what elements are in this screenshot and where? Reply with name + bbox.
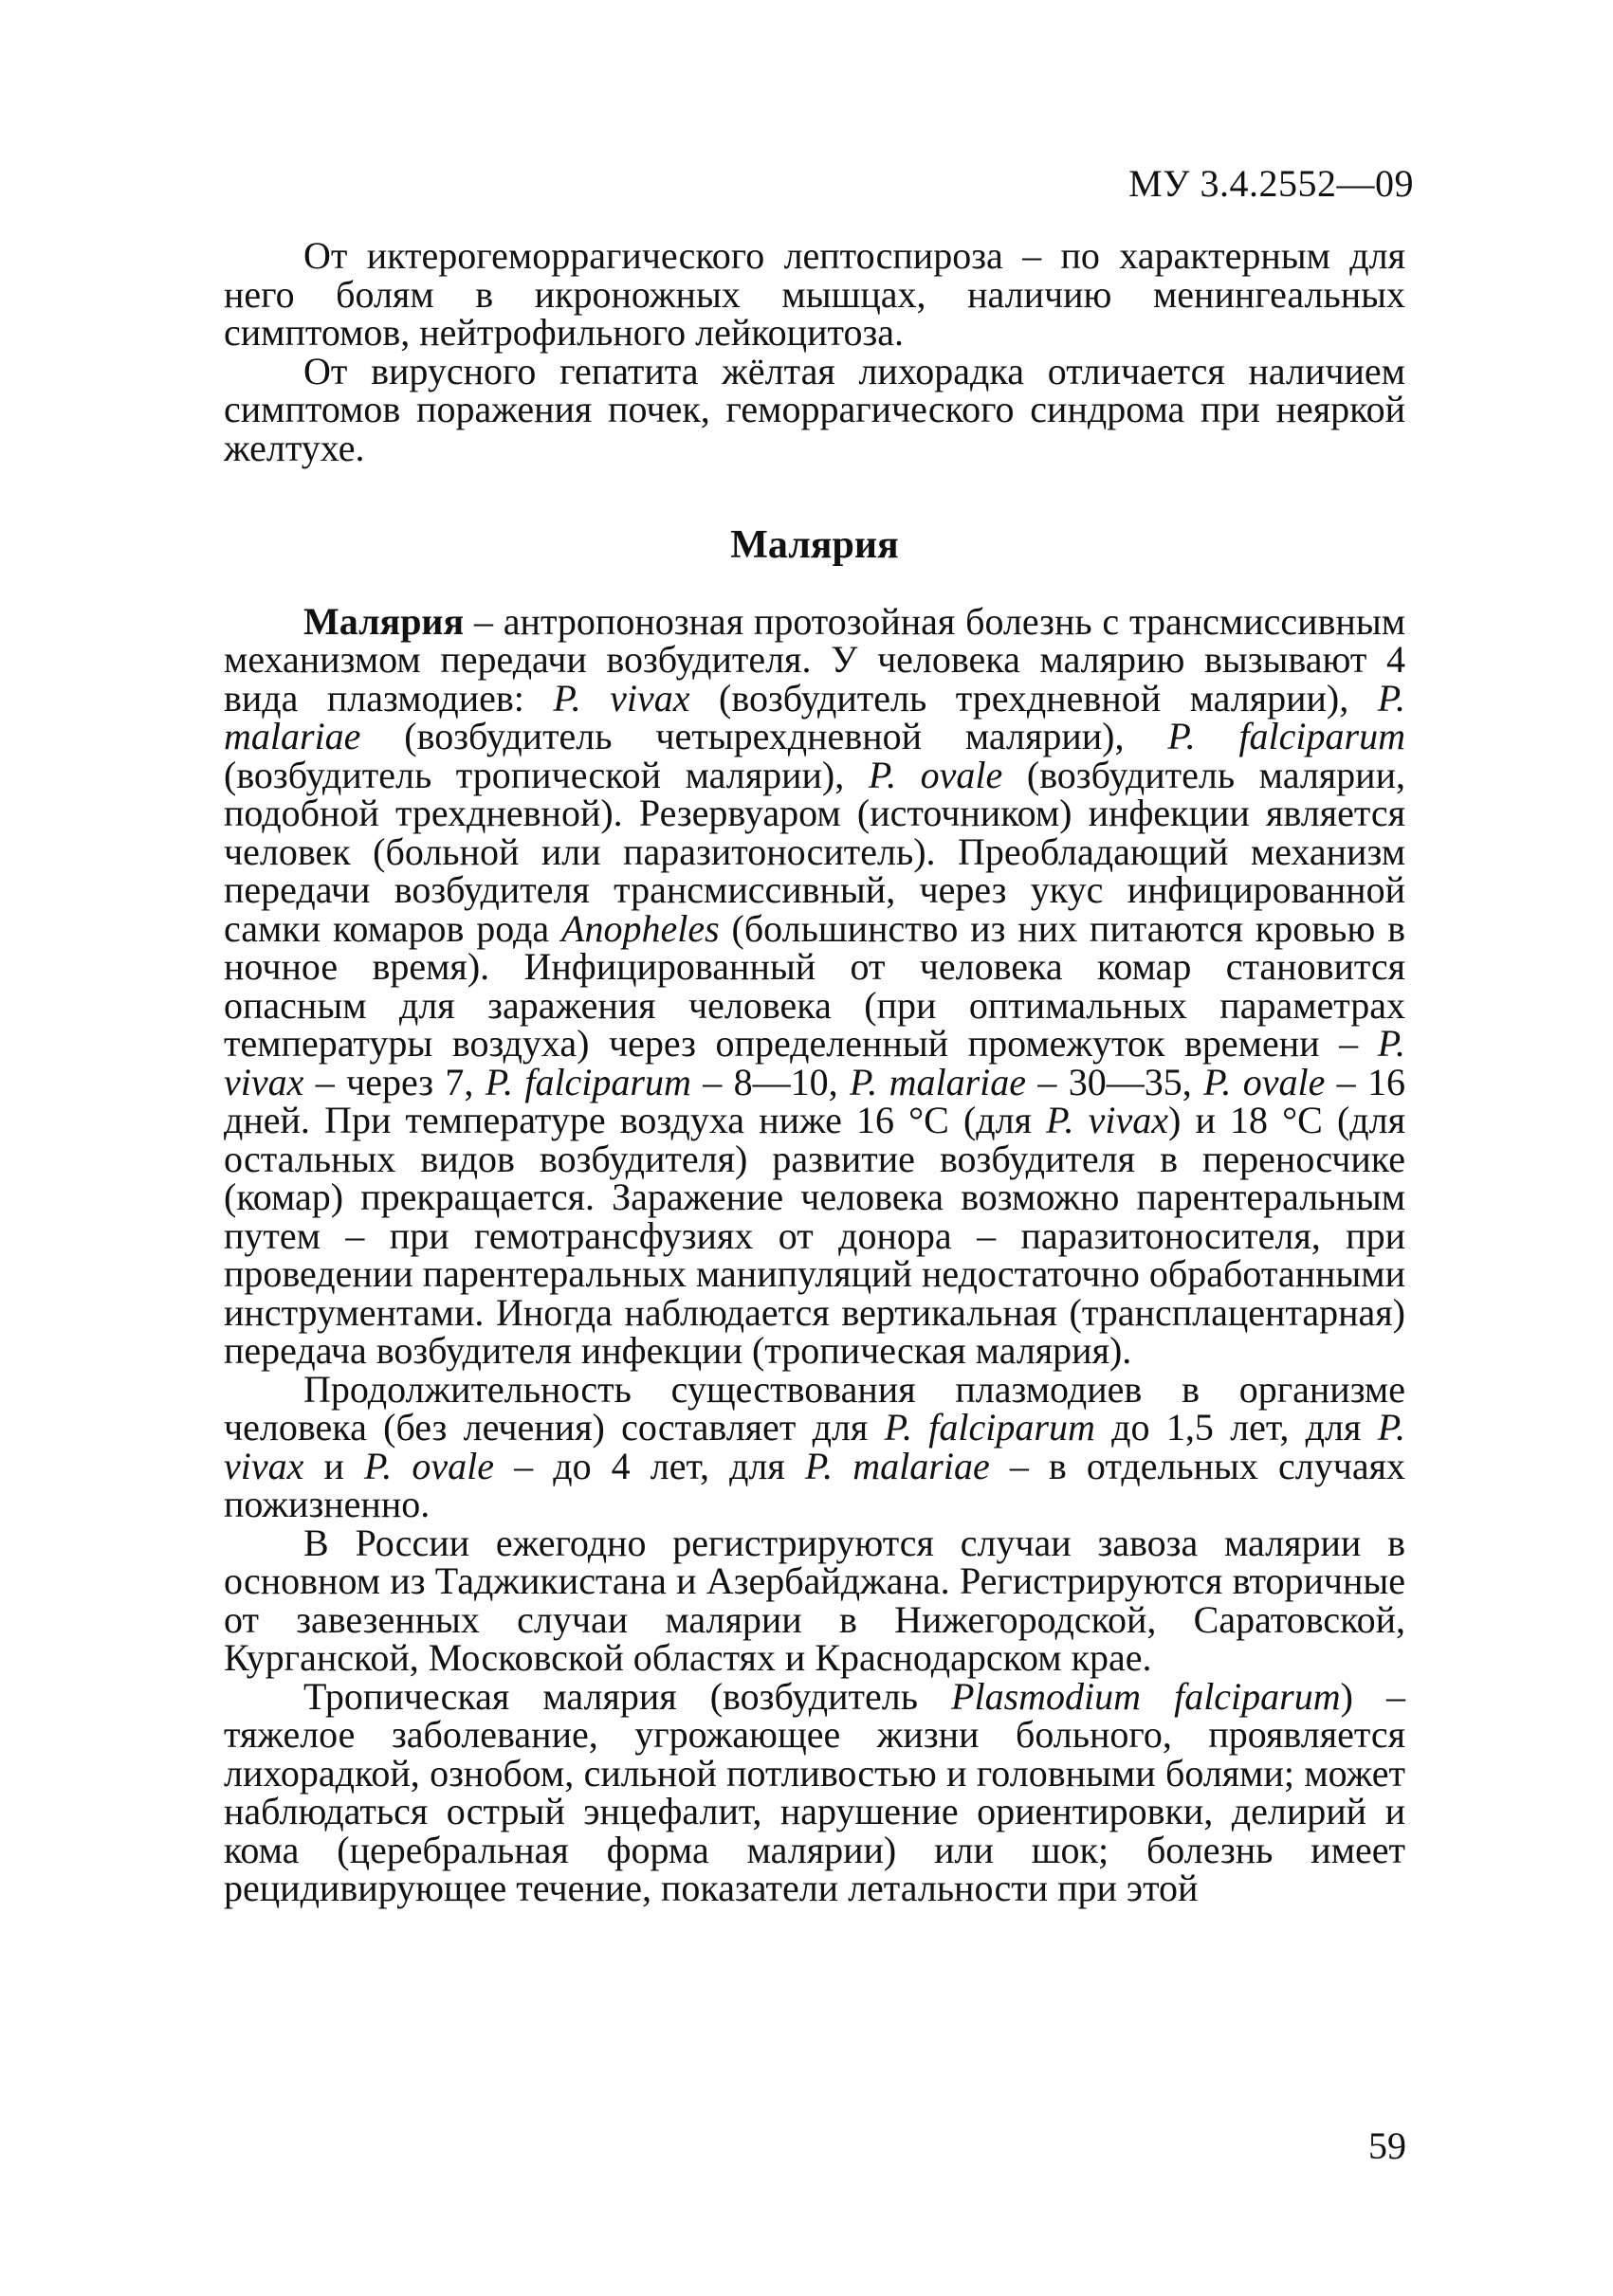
- text-run: – в отдельных случаях пожизненно.: [224, 1444, 1406, 1525]
- paragraph: От вирусного гепатита жёлтая лихорадка отличается наличием симптомов поражения почек, геморрагического синдрома при неяркой желтухе.: [224, 349, 1405, 469]
- text-run: (возбудитель трехдневной малярии),: [689, 676, 1378, 720]
- page-header: МУ 3.4.2552—09: [1128, 162, 1414, 205]
- species-name: P. malariae: [224, 676, 1406, 757]
- species-name: P. falciparum: [1167, 715, 1405, 757]
- species-name: P. vivax: [224, 1022, 1405, 1103]
- species-name: Plasmodium falciparum: [951, 1674, 1341, 1718]
- paragraph: В России ежегодно регистрируются случаи завоза малярии в основном из Таджикистана и Азербайджана. Регистрируются вторичные от завезенных случаи малярии в Нижегородской, Саратовской, Курганской, Московской областях и Краснодарском крае.: [224, 1521, 1405, 1679]
- text-run: до 1,5 лет, для: [1094, 1406, 1378, 1449]
- species-name: P. malariae: [849, 1060, 1027, 1103]
- text-run: (большинство из них питаются кровью в ночное время). Инфицированный от человека комар становится опасным для заражения человека (при оптимальных параметрах температуры воздуха) через определенный промежуток времени –: [224, 906, 1405, 1065]
- paragraph: [224, 1674, 1406, 1909]
- page-body: [224, 234, 1406, 1909]
- text-run: – 8—10,: [690, 1060, 850, 1103]
- species-name: P. vivax: [224, 1406, 1405, 1487]
- text-run: (возбудитель малярии, подобной трехдневной). Резервуаром (источником) инфекции является человек (больной или паразитоноситель). Преобладающий механизм передачи возбудителя трансмиссивный, через укус инфицированной самки комаров рода: [224, 753, 1405, 950]
- text-run: Продолжительность существования плазмодиев в организме человека (без лечения) составляет для: [224, 1367, 1405, 1449]
- species-name: P. ovale: [1203, 1060, 1326, 1103]
- text-run: и: [303, 1444, 364, 1487]
- section-heading: Малярия: [730, 523, 899, 567]
- text-run: (возбудитель тропической малярии),: [224, 753, 869, 796]
- text-run: Тропическая малярия (возбудитель: [303, 1674, 952, 1718]
- species-name: P. malariae: [804, 1444, 990, 1487]
- species-name: P. falciparum: [884, 1406, 1095, 1449]
- text-run: – до 4 лет, для: [494, 1444, 805, 1487]
- text-run: ) – тяжелое заболевание, угрожающее жизни больного, проявляется лихорадкой, ознобом, сильной потливостью и головными болями; может наблюдаться острый энцефалит, нарушение ориентировки, делирий и кома (церебральная форма малярии) или шок; болезнь имеет рецидивирующее течение, показатели летальности при этой: [224, 1674, 1406, 1909]
- term-malaria: Малярия: [303, 599, 465, 643]
- paragraph: От иктерогеморрагического лептоспироза – по характерным для него болям в икроножных мышцах, наличию менингеальных симптомов, нейтрофильного лейкоцитоза.: [224, 234, 1405, 354]
- species-name: P. ovale: [868, 753, 1003, 796]
- text-run: – антропонозная протозойная болезнь с трансмиссивным механизмом передачи возбудителя. У человека малярию вызывают 4 вида плазмодиев:: [224, 599, 1405, 720]
- text-run: – 30—35,: [1026, 1060, 1204, 1103]
- text-run: (возбудитель четырехдневной малярии),: [360, 715, 1168, 757]
- species-name: P. vivax: [1046, 1099, 1168, 1141]
- page-number: 59: [1368, 2124, 1406, 2167]
- species-name: P. ovale: [364, 1444, 495, 1487]
- text-run: ) и 18 °С (для остальных видов возбудителя) развитие возбудителя в переносчике (комар) прекращается. Заражение человека возможно парентеральным путем – при гемотрансфузиях от донора – паразитоносителя, при проведении парентеральных манипуляций недостаточно обработанными инструментами. Иногда наблюдается вертикальная (трансплацентарная) передача возбудителя инфекции (тропическая малярия).: [224, 1099, 1406, 1372]
- paragraph: [224, 599, 1406, 1372]
- species-name: P. falciparum: [485, 1060, 691, 1103]
- text-run: – через 7,: [303, 1060, 486, 1103]
- species-name: P. vivax: [553, 676, 690, 720]
- text-run: – 16 дней. При температуре воздуха ниже 16 °С (для: [224, 1060, 1406, 1141]
- paragraph: [224, 1367, 1406, 1525]
- genus-name: Anopheles: [561, 906, 720, 950]
